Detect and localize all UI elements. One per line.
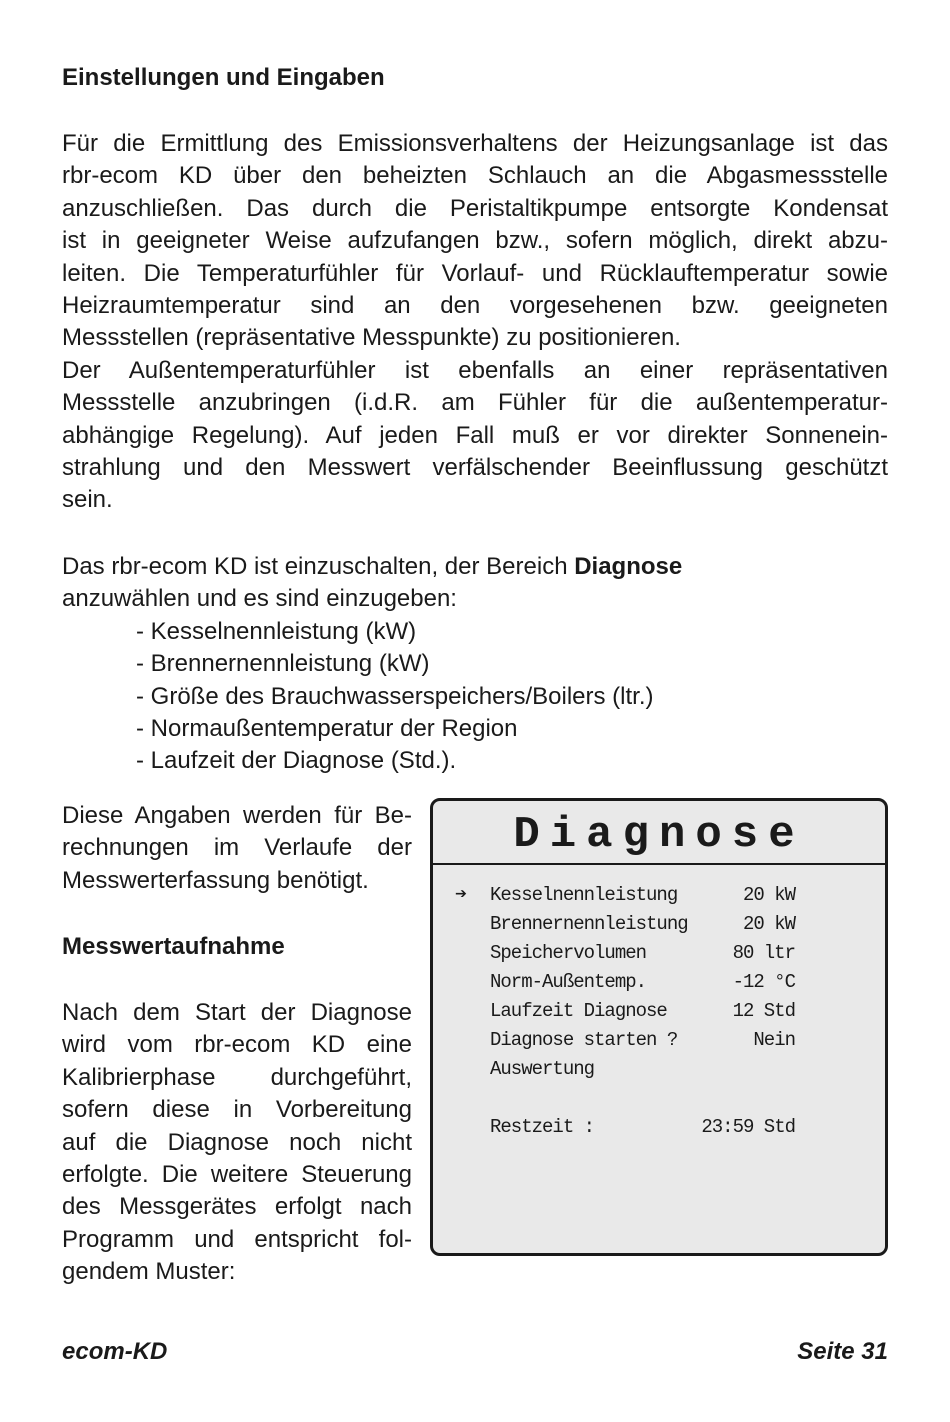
menu-row (455, 1084, 875, 1113)
menu-row[interactable] (455, 910, 875, 939)
input-list (62, 616, 888, 778)
menu-row-label: Laufzeit Diagnose (490, 999, 667, 1022)
heading-einstellungen: Einstellungen und Eingaben (62, 64, 385, 91)
arrow-right-icon: ➔ (455, 883, 467, 907)
text-line: sofern diese in Vorbereitung (62, 1096, 412, 1124)
page-footer (62, 1338, 888, 1366)
text-line: sein. (62, 486, 113, 514)
menu-row-label: Speichervolumen (490, 941, 647, 964)
paragraph-angaben (62, 800, 412, 897)
menu-row-value: 20 kW (742, 912, 795, 935)
menu-row[interactable] (455, 1026, 875, 1055)
list-item: - Größe des Brauchwasserspeichers/Boilers (ltr.) (136, 682, 654, 710)
text-line: Heizraumtemperatur sind an den vorgesehenen bzw. geeigneten (62, 292, 888, 320)
menu-row-value: 23:59 Std (701, 1115, 795, 1138)
menu-row[interactable] (455, 1055, 875, 1084)
paragraph-intro (62, 128, 888, 517)
text-line: Messwerterfassung benötigt. (62, 866, 369, 894)
menu-row[interactable] (455, 939, 875, 968)
diagnose-display (430, 798, 888, 1256)
text-line: Nach dem Start der Diagnose (62, 998, 412, 1026)
text-line: gendem Muster: (62, 1258, 236, 1286)
text-line: strahlung und den Messwert verfälschender Beeinflussung geschützt (62, 454, 888, 482)
left-column (62, 800, 412, 1289)
menu-row[interactable] (455, 997, 875, 1026)
menu-row-value: 20 kW (742, 883, 795, 906)
menu-row-label: Brennernennleistung (490, 912, 688, 935)
text-line: rbr-ecom KD über den beheizten Schlauch an die Abgasmessstelle (62, 162, 888, 190)
text-line: Kalibrierphase durchgeführt, (62, 1063, 412, 1091)
footer-page-number: Seite 31 (797, 1338, 888, 1365)
footer-manual-name: ecom-KD (62, 1338, 168, 1365)
menu-row-label: Auswertung (490, 1057, 595, 1080)
menu-row-value: -12 °C (732, 970, 795, 993)
menu-row[interactable] (455, 1113, 875, 1142)
para2-prefix: Das rbr-ecom KD ist einzuschalten, der Bereich (62, 552, 575, 580)
display-title: Diagnose (433, 801, 885, 865)
text-line: Messstelle anzubringen (i.d.R. am Fühler für die außentemperatur- (62, 389, 888, 417)
text-line: Für die Ermittlung des Emissionsverhaltens der Heizungsanlage ist das (62, 130, 888, 157)
menu-row-value: 80 ltr (732, 941, 795, 964)
text-line: ist in geeigneter Weise aufzufangen bzw., sofern möglich, direkt abzu- (62, 227, 888, 255)
paragraph-instructions (62, 551, 888, 616)
text-line: anzuschließen. Das durch die Peristaltikpumpe entsorgte Kondensat (62, 194, 888, 222)
text-line: leiten. Die Temperaturfühler für Vorlauf- und Rücklauftemperatur sowie (62, 259, 888, 287)
menu-row-label: Norm-Außentemp. (490, 970, 647, 993)
text-line: abhängige Regelung). Auf jeden Fall muß er vor direkter Sonnenein- (62, 421, 888, 449)
text-line: wird vom rbr-ecom KD eine (62, 1031, 412, 1059)
para2-line2: anzuwählen und es sind einzugeben: (62, 585, 457, 613)
text-line: auf die Diagnose noch nicht (62, 1128, 412, 1156)
page-content (62, 62, 888, 1286)
list-item: - Brennernennleistung (kW) (136, 650, 430, 678)
text-line: des Messgerätes erfolgt nach (62, 1193, 412, 1221)
menu-row[interactable] (455, 968, 875, 997)
text-line: Messstellen (repräsentative Messpunkte) zu positionieren. (62, 324, 681, 352)
list-item: - Normaußentemperatur der Region (136, 714, 518, 742)
menu-row-label: Kesselnennleistung (490, 883, 678, 906)
text-line: Der Außentemperaturfühler ist ebenfalls an einer repräsentativen (62, 356, 888, 384)
display-menu (455, 881, 875, 1142)
heading-messwertaufnahme: Messwertaufnahme (62, 932, 285, 960)
menu-row-value: 12 Std (732, 999, 795, 1022)
menu-row-label: Restzeit : (490, 1115, 595, 1138)
menu-row-label: Diagnose starten ? (490, 1028, 678, 1051)
text-line: rechnungen im Verlaufe der (62, 834, 412, 862)
text-line: Diese Angaben werden für Be- (62, 801, 412, 829)
paragraph-messwertaufnahme (62, 997, 412, 1289)
menu-row[interactable] (455, 881, 875, 910)
list-item: - Kesselnennleistung (kW) (136, 617, 417, 645)
menu-row-value: Nein (753, 1028, 795, 1051)
diagnose-bold: Diagnose (574, 552, 683, 580)
text-line: Programm und entspricht fol- (62, 1225, 412, 1253)
text-line: erfolgte. Die weitere Steuerung (62, 1160, 412, 1188)
list-item: - Laufzeit der Diagnose (Std.). (136, 747, 457, 775)
